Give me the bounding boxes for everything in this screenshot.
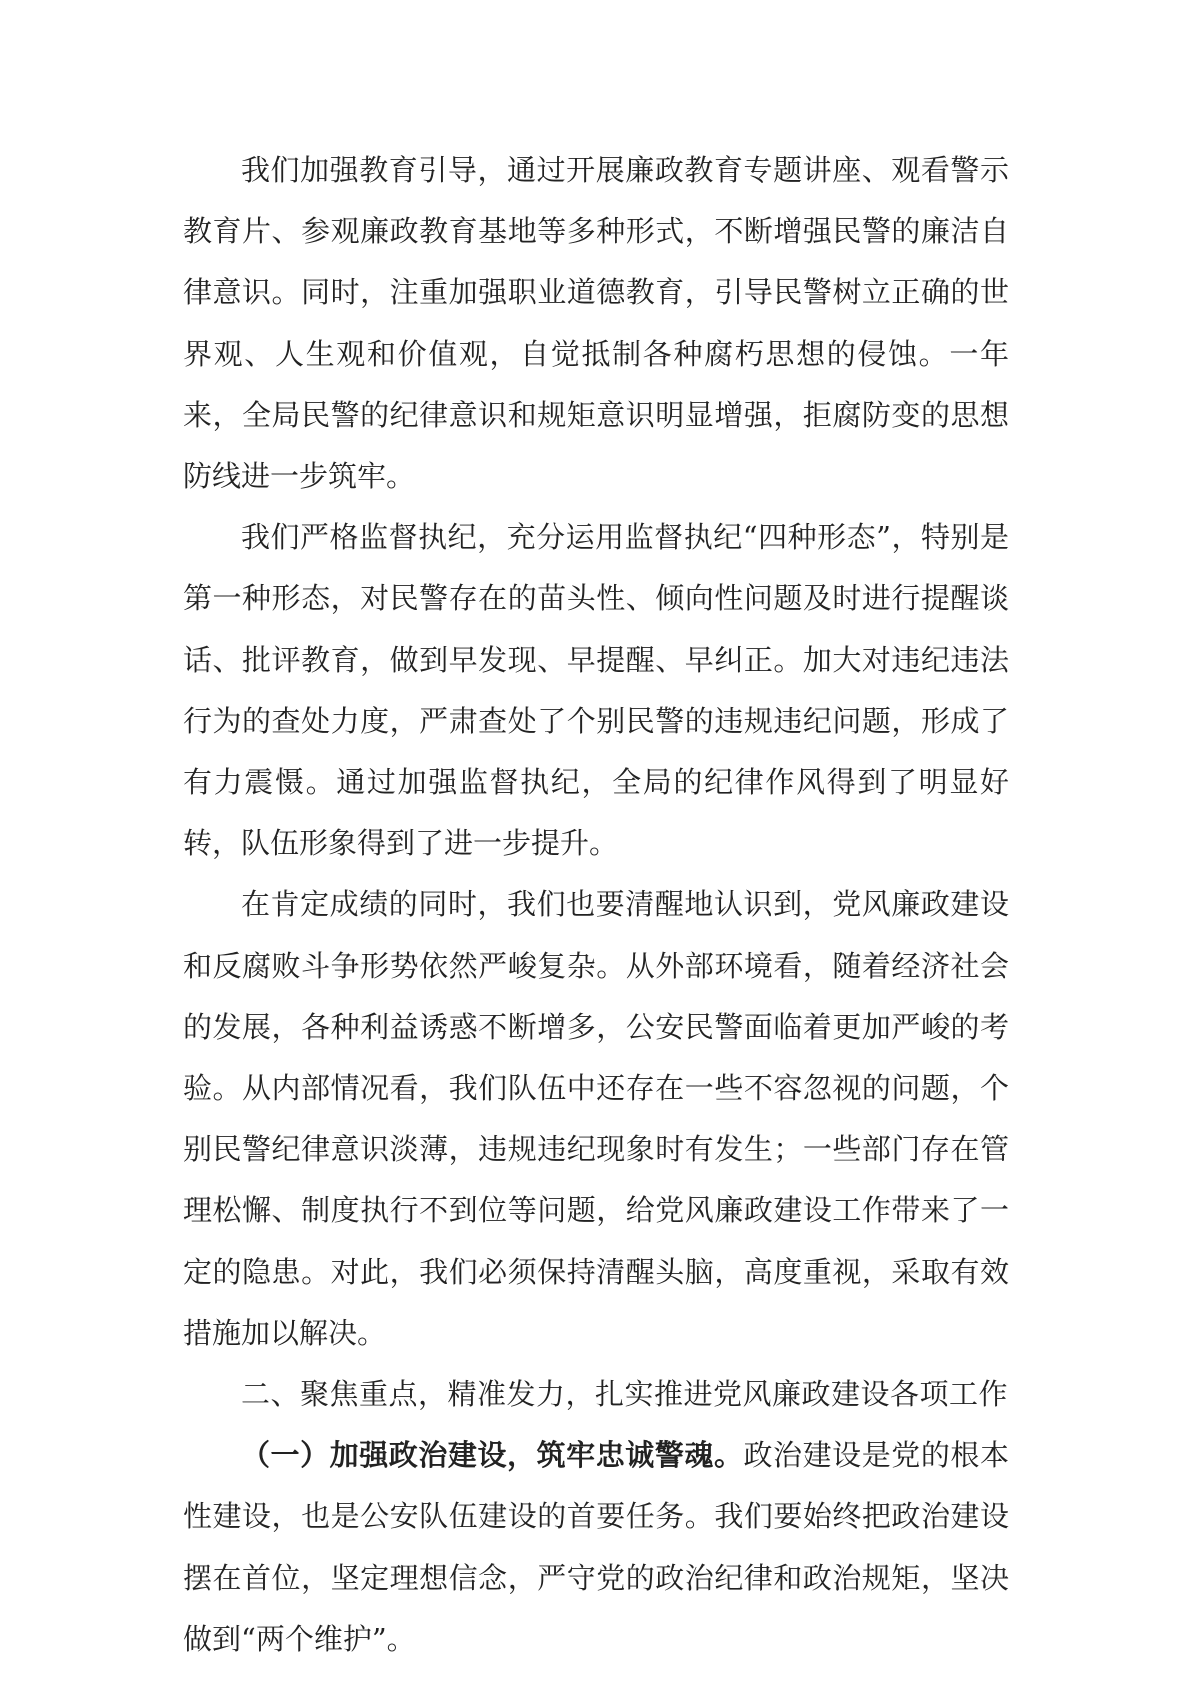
paragraph-education: 我们加强教育引导，通过开展廉政教育专题讲座、观看警示教育片、参观廉政教育基地等多种形式，不断增强民警的廉洁自律意识。同时，注重加强职业道德教育，引导民警树立正确的世界观、人生观和价值观，自觉抵制各种腐朽思想的侵蚀。一年来，全局民警的纪律意识和规矩意识明显增强，拒腐防变的思想防线进一步筑牢。 [183,153,1009,494]
subsection-paragraph [183,1425,1009,1670]
subsection-body: 政治建设是党的根本性建设，也是公安队伍建设的首要任务。我们要始终把政治建设摆在首位，坚定理想信念，严守党的政治纪律和政治规矩，坚决做到“两个维护”。 [183,1438,1009,1656]
section-heading: 二、聚焦重点，精准发力，扎实推进党风廉政建设各项工作 [241,1377,1009,1412]
subsection-title: （一）加强政治建设，筑牢忠诚警魂。 [241,1438,744,1473]
document-body [183,140,1009,1670]
paragraph-supervision: 我们严格监督执纪，充分运用监督执纪“四种形态”，特别是第一种形态，对民警存在的苗头性、倾向性问题及时进行提醒谈话、批评教育，做到早发现、早提醒、早纠正。加大对违纪违法行为的查处力度，严肃查处了个别民警的违规违纪问题，形成了有力震慑。通过加强监督执纪，全局的纪律作风得到了明显好转，队伍形象得到了进一步提升。 [183,520,1009,861]
paragraph-problems: 在肯定成绩的同时，我们也要清醒地认识到，党风廉政建设和反腐败斗争形势依然严峻复杂。从外部环境看，随着经济社会的发展，各种利益诱惑不断增多，公安民警面临着更加严峻的考验。从内部情况看，我们队伍中还存在一些不容忽视的问题，个别民警纪律意识淡薄，违规违纪现象时有发生；一些部门存在管理松懈、制度执行不到位等问题，给党风廉政建设工作带来了一定的隐患。对此，我们必须保持清醒头脑，高度重视，采取有效措施加以解决。 [183,887,1009,1350]
